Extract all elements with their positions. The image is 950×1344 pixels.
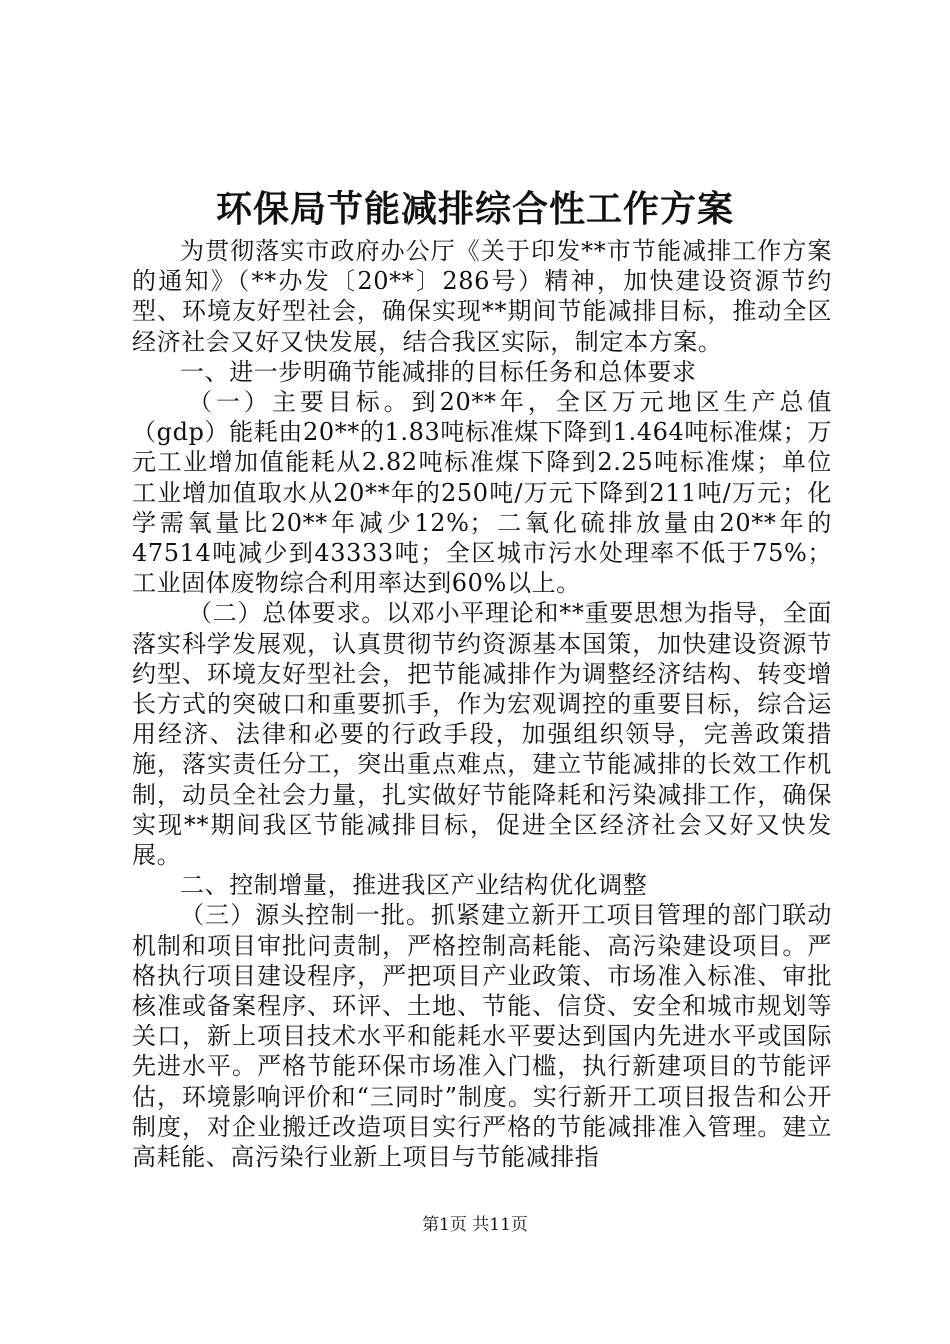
section-heading-1: 一、进一步明确节能减排的目标任务和总体要求 (180, 357, 697, 386)
section-heading-2: 二、控制增量，推进我区产业结构优化调整 (180, 871, 648, 900)
intro-paragraph: 为贯彻落实市政府办公厅《关于印发**市节能减排工作方案的通知》（**办发〔20**〕286号）精神，加快建设资源节约型、环境友好型社会，确保实现**期间节能减排目标，推动全区经济社会又好又快发展，结合我区实际，制定本方案。 (132, 237, 832, 356)
page-footer: 第1页 共11页 (422, 1215, 528, 1235)
document-body (132, 236, 832, 1172)
document-title: 环保局节能减排综合性工作方案 (215, 188, 734, 230)
source-control-paragraph: （三）源头控制一批。抓紧建立新开工项目管理的部门联动机制和项目审批问责制，严格控制高耗能、高污染建设项目。严格执行项目建设程序，严把项目产业政策、市场准入标准、审批核准或备案程序、环评、土地、节能、信贷、安全和城市规划等关口，新上项目技术水平和能耗水平要达到国内先进水平或国际先进水平。严格节能环保市场准入门槛，执行新建项目的节能评估，环境影响评价和“三同时”制度。实行新开工项目报告和公开制度，对企业搬迁改造项目实行严格的节能减排准入管理。建立高耗能、高污染行业新上项目与节能减排指 (132, 901, 832, 1172)
general-requirements-paragraph: （二）总体要求。以邓小平理论和**重要思想为指导，全面落实科学发展观，认真贯彻节约资源基本国策，加快建设资源节约型、环境友好型社会，把节能减排作为调整经济结构、转变增长方式的突破口和重要抓手，作为宏观调控的重要目标，综合运用经济、法律和必要的行政手段，加强组织领导，完善政策措施，落实责任分工，突出重点难点，建立节能减排的长效工作机制，动员全社会力量，扎实做好节能降耗和污染减排工作，确保实现**期间我区节能减排目标，促进全区经济社会又好又快发展。 (132, 599, 832, 870)
main-goals-paragraph: （一）主要目标。到20**年，全区万元地区生产总值（gdp）能耗由20**的1.83吨标准煤下降到1.464吨标准煤；万元工业增加值能耗从2.82吨标准煤下降到2.25吨标准煤；单位工业增加值取水从20**年的250吨/万元下降到211吨/万元；化学需氧量比20**年减少12%；二氧化硫排放量由20**年的47514吨减少到43333吨；全区城市污水处理率不低于75%；工业固体废物综合利用率达到60%以上。 (132, 388, 832, 598)
